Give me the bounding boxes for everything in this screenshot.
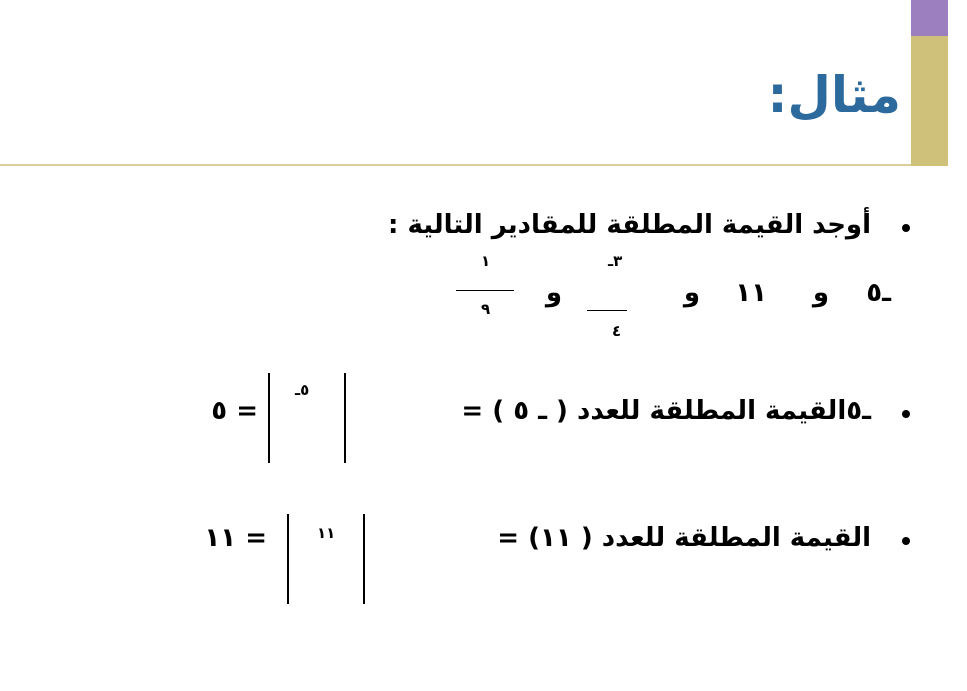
absolute-value-content: ١١ bbox=[317, 524, 336, 542]
bullet-dot bbox=[902, 410, 910, 418]
fraction-numerator: ١ bbox=[481, 252, 491, 270]
conjunction-and: و bbox=[683, 278, 700, 308]
bullet-3-result: = ١١ bbox=[204, 523, 267, 553]
bullet-3-text: القيمة المطلقة للعدد ( ١١) = bbox=[497, 523, 871, 553]
fraction-denominator: ٩ bbox=[481, 300, 491, 318]
bullet-2-result: = ٥ bbox=[211, 396, 258, 426]
accent-block-purple bbox=[911, 0, 948, 36]
bullet-1-text: أوجد القيمة المطلقة للمقادير التالية : bbox=[388, 210, 871, 240]
quantity-eleven: ١١ bbox=[735, 278, 767, 308]
header-divider bbox=[0, 164, 911, 166]
conjunction-and: و bbox=[812, 278, 829, 308]
fraction-denominator: ٤ bbox=[612, 322, 622, 340]
absolute-value-bar-left bbox=[287, 514, 289, 604]
quantity-negative-five: ـ٥ bbox=[866, 278, 891, 308]
bullet-dot bbox=[902, 537, 910, 545]
absolute-value-content: ٥ـ bbox=[295, 381, 310, 399]
accent-block-gold bbox=[911, 36, 948, 166]
slide-title: مثال: bbox=[767, 66, 901, 124]
fraction-bar bbox=[587, 310, 627, 311]
fraction-numerator: ٣ـ bbox=[608, 252, 623, 270]
absolute-value-bar-right bbox=[363, 514, 365, 604]
conjunction-and: و bbox=[545, 278, 562, 308]
absolute-value-bar-right bbox=[344, 373, 346, 463]
bullet-dot bbox=[902, 224, 910, 232]
fraction-bar bbox=[456, 290, 514, 291]
bullet-2-text: ـ٥القيمة المطلقة للعدد ( ـ ٥ ) = bbox=[461, 396, 871, 426]
absolute-value-bar-left bbox=[268, 373, 270, 463]
